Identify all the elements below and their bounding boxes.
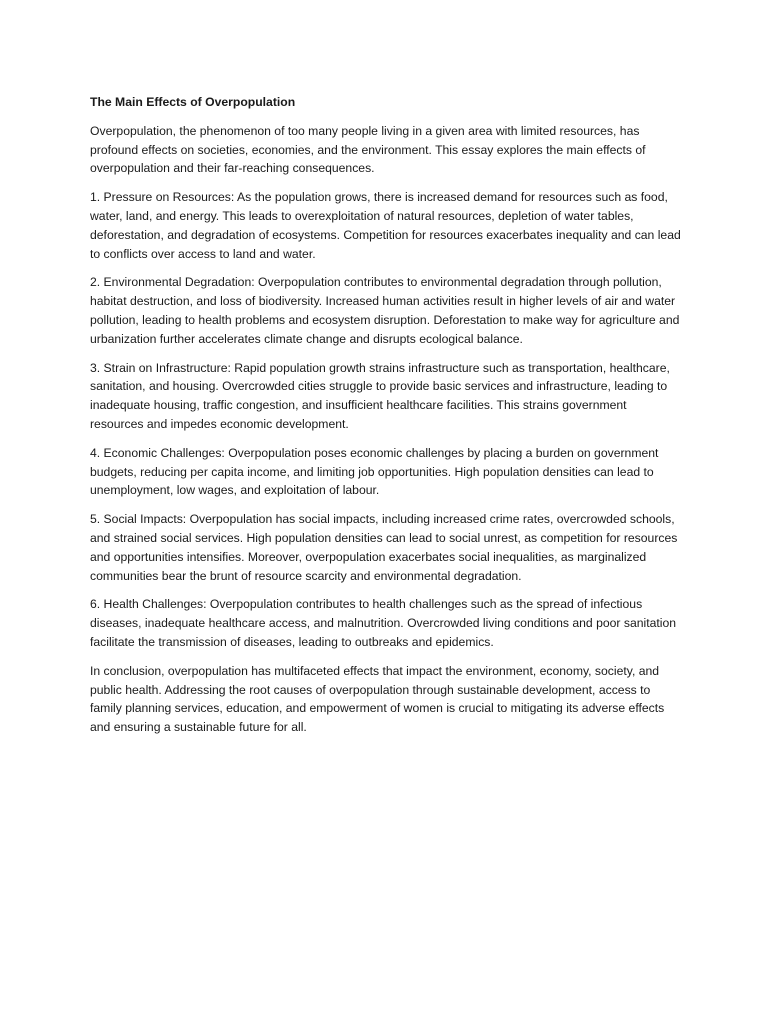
paragraph-social-impacts: 5. Social Impacts: Overpopulation has social impacts, including increased crime rates, overcrowded schools, and strained social services. High population densities can lead to social unrest, as competition for resources and opportunities intensifies. Moreover, overpopulation exacerbates social inequalities, as marginalized communities bear the brunt of resource scarcity and environmental degradation. — [90, 512, 678, 583]
document-title: The Main Effects of Overpopulation — [90, 95, 296, 109]
paragraph-health-challenges: 6. Health Challenges: Overpopulation contributes to health challenges such as the spread of infectious diseases, inadequate healthcare access, and malnutrition. Overcrowded living conditions and poor sanitation facilitate the transmission of diseases, leading to outbreaks and epidemics. — [90, 597, 677, 649]
paragraph-environmental-degradation: 2. Environmental Degradation: Overpopulation contributes to environmental degradation through pollution, habitat destruction, and loss of biodiversity. Increased human activities result in higher levels of air and water pollution, leading to health problems and ecosystem disruption. Deforestation to make way for agriculture and urbanization further accelerates climate change and disrupts ecological balance. — [90, 275, 680, 346]
document-body — [90, 93, 682, 747]
paragraph-conclusion: In conclusion, overpopulation has multifaceted effects that impact the environment, economy, society, and public health. Addressing the root causes of overpopulation through sustainable development, access to family planning services, education, and empowerment of women is crucial to mitigating its adverse effects and ensuring a sustainable future for all. — [90, 663, 665, 735]
paragraph-strain-on-infrastructure: 3. Strain on Infrastructure: Rapid population growth strains infrastructure such as transportation, healthcare, sanitation, and housing. Overcrowded cities struggle to provide basic services and infrastructure, leading to inadequate housing, traffic congestion, and insufficient healthcare facilities. This strains government resources and impedes economic development. — [90, 360, 670, 431]
paragraph-economic-challenges: 4. Economic Challenges: Overpopulation poses economic challenges by placing a burden on government budgets, reducing per capita income, and limiting job opportunities. High population densities can lead to unemployment, low wages, and exploitation of labour. — [90, 445, 659, 498]
paragraph-pressure-on-resources: 1. Pressure on Resources: As the population grows, there is increased demand for resources such as food, water, land, and energy. This leads to overexploitation of natural resources, depletion of water tables, deforestation, and degradation of ecosystems. Competition for resources exacerbates inequality and can lead to conflicts over access to land and water. — [90, 190, 681, 261]
paragraph-intro: Overpopulation, the phenomenon of too many people living in a given area with limited resources, has profound effects on societies, economies, and the environment. This essay explores the main effects of overpopulation and their far-reaching consequences. — [90, 123, 646, 176]
